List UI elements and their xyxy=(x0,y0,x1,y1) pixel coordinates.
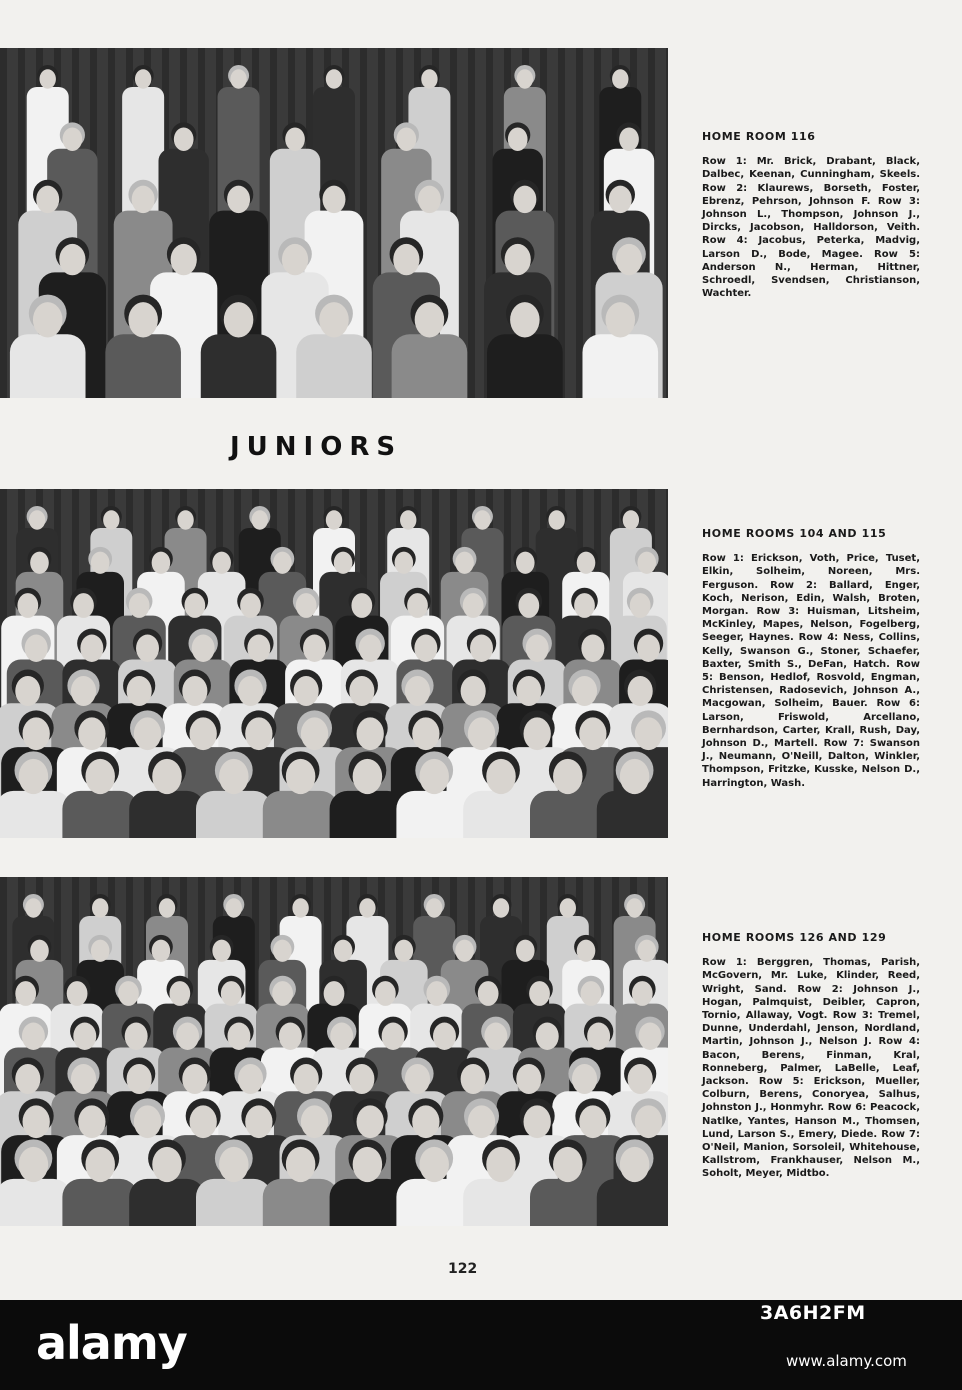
person-body xyxy=(10,334,86,398)
person-face xyxy=(25,898,41,918)
home-rooms-126-129-names: Row 1: Berggren, Thomas, Parish, McGovern, Mr. Luke, Klinder, Reed, Wright, Sand. Row 2: Johnson J., Hogan, Palmquist, Deibler, Capron, Tornio, Allaway, Vogt. Row 3: Tremel, Dunne, Underdahl, Jenson, Nordland, Martin, Johnson J., Nelson J. Row 4: Bacon, Berens, Finman, Kral, Ronneberg, Palmer, LaBelle, Leaf, Jackson. Row 5: Erickson, Mueller, Colburn, Berens, Conoryea, Salhus, Johnston J., Honmyhr. Row 6: Peacock, Natlke, Yantes, Hanson M., Thomsen, Lund, Larson S., Emery, Diede. Row 7: O'Neil, Manion, Sorsoleil, Whitehouse, Kallstrom, Frankhauser, Nelson M., Soholt, Meyer, Midtbo. xyxy=(702,957,920,1180)
person-body xyxy=(330,1179,406,1226)
group-photo-home-rooms-126-129 xyxy=(0,877,668,1226)
person-face xyxy=(294,676,319,706)
person-face xyxy=(415,302,445,337)
person-face xyxy=(282,244,308,275)
photo-drawing xyxy=(0,489,668,838)
person-face xyxy=(129,593,150,618)
page-title: JUNIORS xyxy=(230,432,403,462)
person-face xyxy=(419,1147,449,1182)
person-face xyxy=(395,940,414,962)
group-photo-home-room-116 xyxy=(0,48,668,398)
alamy-logo: alamy xyxy=(36,1316,187,1370)
person-face xyxy=(612,69,628,89)
person-face xyxy=(463,593,484,618)
person-body xyxy=(0,1179,71,1226)
person-face xyxy=(22,1023,45,1050)
person-face xyxy=(400,510,416,530)
person-face xyxy=(63,127,83,151)
person-face xyxy=(395,552,414,574)
person-face xyxy=(632,981,653,1006)
person-face xyxy=(127,1064,152,1094)
person-face xyxy=(323,186,346,213)
person-face xyxy=(219,759,249,794)
person-face xyxy=(23,717,50,750)
person-face xyxy=(414,635,437,662)
home-room-116-heading: HOME ROOM 116 xyxy=(702,130,816,143)
person-face xyxy=(127,676,152,706)
person-face xyxy=(334,552,353,574)
person-face xyxy=(15,676,40,706)
curtain-fold xyxy=(666,48,668,398)
person-face xyxy=(15,1064,40,1094)
person-face xyxy=(252,510,268,530)
person-face xyxy=(353,759,383,794)
person-face xyxy=(470,635,493,662)
person-face xyxy=(19,759,49,794)
person-face xyxy=(25,635,48,662)
person-face xyxy=(405,1064,430,1094)
person-face xyxy=(134,1105,161,1138)
person-face xyxy=(190,717,217,750)
person-body xyxy=(582,334,658,398)
person-face xyxy=(227,1023,250,1050)
person-face xyxy=(461,1064,486,1094)
person-face xyxy=(455,552,474,574)
person-face xyxy=(279,1023,302,1050)
person-face xyxy=(486,759,516,794)
person-face xyxy=(30,552,49,574)
person-face xyxy=(219,1147,249,1182)
person-face xyxy=(73,593,94,618)
person-face xyxy=(553,1147,583,1182)
home-rooms-104-115-names: Row 1: Erickson, Voth, Price, Tuset, Elkin, Solheim, Noreen, Mrs. Ferguson. Row 2: Ballard, Enger, Koch, Nerison, Edin, Walsh, Broten, Morgan. Row 3: Huisman, Litsheim, McKinley, Mapes, Nelson, Fogelberg, Seeger, Haynes. Row 4: Ness, Collins, Kelly, Swanson G., Stoner, Schaefer, Baxter, Smith S., DeFan, Hatch. Row 5: Benson, Hedlof, Rosvold, Engman, Christensen, Radosevich, Johnson A., Macgowan, Solheim, Bauer. Row 6: Larson, Friswold, Arcellano, Bernhardson, Carter, Krall, Rush, Day, Johnson D., Martell. Row 7: Swanson J., Neumann, O'Neill, Dalton, Winkler, Thompson, Fritzke, Kusske, Nelson D., Harrington, Wash. xyxy=(702,553,920,789)
person-body xyxy=(396,1179,472,1226)
person-face xyxy=(152,1147,182,1182)
curtain-fold xyxy=(0,48,7,398)
person-face xyxy=(635,1105,662,1138)
person-face xyxy=(80,635,103,662)
person-face xyxy=(135,69,151,89)
person-face xyxy=(176,1023,199,1050)
person-face xyxy=(132,186,155,213)
person-face xyxy=(177,510,193,530)
person-face xyxy=(637,635,660,662)
person-face xyxy=(78,1105,105,1138)
person-face xyxy=(296,593,317,618)
person-face xyxy=(574,593,595,618)
person-face xyxy=(334,940,353,962)
person-face xyxy=(40,69,56,89)
person-face xyxy=(19,1147,49,1182)
person-face xyxy=(419,759,449,794)
person-face xyxy=(516,940,535,962)
curtain-fold xyxy=(468,48,475,398)
person-face xyxy=(286,1147,316,1182)
person-face xyxy=(630,593,651,618)
person-body xyxy=(62,1179,138,1226)
person-face xyxy=(412,717,439,750)
person-face xyxy=(587,1023,610,1050)
person-body xyxy=(487,334,563,398)
person-face xyxy=(382,1023,405,1050)
person-body xyxy=(263,1179,339,1226)
person-face xyxy=(397,127,417,151)
person-face xyxy=(85,1147,115,1182)
person-face xyxy=(505,244,531,275)
person-face xyxy=(609,186,632,213)
person-face xyxy=(637,940,656,962)
person-face xyxy=(405,676,430,706)
person-face xyxy=(349,676,374,706)
person-face xyxy=(128,302,158,337)
person-face xyxy=(639,1023,662,1050)
person-face xyxy=(192,635,215,662)
person-face xyxy=(619,127,639,151)
person-face xyxy=(91,552,110,574)
person-face xyxy=(421,69,437,89)
home-rooms-126-129-caption xyxy=(702,931,920,1181)
person-face xyxy=(478,981,499,1006)
person-face xyxy=(628,676,653,706)
person-face xyxy=(553,759,583,794)
person-face xyxy=(91,940,110,962)
person-face xyxy=(190,1105,217,1138)
person-face xyxy=(455,940,474,962)
person-body xyxy=(201,334,277,398)
person-face xyxy=(17,593,38,618)
person-face xyxy=(152,552,171,574)
person-face xyxy=(581,635,604,662)
person-face xyxy=(357,717,384,750)
person-body xyxy=(105,334,181,398)
person-face xyxy=(516,552,535,574)
person-face xyxy=(517,69,533,89)
person-face xyxy=(418,186,441,213)
person-face xyxy=(516,1064,541,1094)
person-face xyxy=(15,981,36,1006)
curtain-fold xyxy=(576,48,583,398)
photo-drawing xyxy=(0,877,668,1226)
person-face xyxy=(182,676,207,706)
person-body xyxy=(392,334,468,398)
person-face xyxy=(73,1023,96,1050)
person-face xyxy=(245,1105,272,1138)
person-face xyxy=(247,635,270,662)
image-id: 3A6H2FM xyxy=(760,1302,866,1324)
person-face xyxy=(560,898,576,918)
person-face xyxy=(468,1105,495,1138)
person-face xyxy=(474,510,490,530)
person-face xyxy=(67,981,88,1006)
photo-drawing xyxy=(0,48,668,398)
person-face xyxy=(349,1064,374,1094)
person-body xyxy=(263,791,339,838)
person-face xyxy=(508,127,528,151)
home-room-116-caption xyxy=(702,130,920,300)
person-face xyxy=(59,244,85,275)
person-face xyxy=(635,717,662,750)
person-body xyxy=(463,1179,539,1226)
person-body xyxy=(396,791,472,838)
person-face xyxy=(227,186,250,213)
person-face xyxy=(620,1147,650,1182)
person-body xyxy=(196,791,272,838)
person-face xyxy=(324,981,345,1006)
person-face xyxy=(426,898,442,918)
home-rooms-126-129-heading: HOME ROOMS 126 AND 129 xyxy=(702,931,887,944)
person-body xyxy=(597,1179,668,1226)
person-face xyxy=(510,302,540,337)
person-face xyxy=(152,759,182,794)
person-face xyxy=(92,898,108,918)
person-face xyxy=(529,981,550,1006)
person-face xyxy=(351,593,372,618)
person-face xyxy=(426,981,447,1006)
person-face xyxy=(152,940,171,962)
person-face xyxy=(294,1064,319,1094)
person-face xyxy=(407,593,428,618)
person-face xyxy=(357,1105,384,1138)
person-face xyxy=(286,759,316,794)
person-face xyxy=(171,244,197,275)
person-face xyxy=(212,552,231,574)
person-face xyxy=(292,898,308,918)
person-face xyxy=(230,69,246,89)
person-face xyxy=(71,676,96,706)
person-face xyxy=(159,898,175,918)
person-face xyxy=(548,510,564,530)
page-number: 122 xyxy=(448,1261,478,1277)
person-face xyxy=(606,302,636,337)
person-face xyxy=(36,186,59,213)
person-face xyxy=(238,1064,263,1094)
person-face xyxy=(238,676,263,706)
person-face xyxy=(125,1023,148,1050)
person-face xyxy=(486,1147,516,1182)
person-face xyxy=(30,940,49,962)
person-face xyxy=(579,717,606,750)
person-face xyxy=(516,676,541,706)
person-face xyxy=(468,717,495,750)
person-face xyxy=(169,981,190,1006)
person-body xyxy=(530,791,606,838)
person-face xyxy=(524,1105,551,1138)
person-face xyxy=(221,981,242,1006)
person-face xyxy=(623,510,639,530)
person-face xyxy=(359,635,382,662)
person-face xyxy=(23,1105,50,1138)
person-face xyxy=(375,981,396,1006)
person-face xyxy=(616,244,642,275)
person-face xyxy=(134,717,161,750)
person-face xyxy=(628,1064,653,1094)
person-body xyxy=(296,334,372,398)
person-face xyxy=(303,635,326,662)
home-rooms-104-115-heading: HOME ROOMS 104 AND 115 xyxy=(702,527,887,540)
person-face xyxy=(184,593,205,618)
person-face xyxy=(513,186,536,213)
person-face xyxy=(273,552,292,574)
person-face xyxy=(78,717,105,750)
person-face xyxy=(637,552,656,574)
person-face xyxy=(326,510,342,530)
person-face xyxy=(353,1147,383,1182)
group-photo-home-rooms-104-115 xyxy=(0,489,668,838)
person-face xyxy=(461,676,486,706)
person-face xyxy=(272,981,293,1006)
person-face xyxy=(526,635,549,662)
person-face xyxy=(240,593,261,618)
person-face xyxy=(85,759,115,794)
person-face xyxy=(136,635,159,662)
person-face xyxy=(174,127,194,151)
person-body xyxy=(530,1179,606,1226)
person-face xyxy=(182,1064,207,1094)
person-face xyxy=(118,981,139,1006)
person-body xyxy=(129,1179,205,1226)
person-face xyxy=(224,302,254,337)
person-face xyxy=(620,759,650,794)
person-face xyxy=(273,940,292,962)
person-face xyxy=(226,898,242,918)
person-face xyxy=(572,1064,597,1094)
person-face xyxy=(572,676,597,706)
person-face xyxy=(245,717,272,750)
person-face xyxy=(581,981,602,1006)
person-body xyxy=(129,791,205,838)
person-face xyxy=(484,1023,507,1050)
person-body xyxy=(597,791,668,838)
person-face xyxy=(301,717,328,750)
person-face xyxy=(330,1023,353,1050)
person-face xyxy=(536,1023,559,1050)
person-body xyxy=(196,1179,272,1226)
person-face xyxy=(71,1064,96,1094)
person-face xyxy=(359,898,375,918)
person-face xyxy=(433,1023,456,1050)
home-rooms-104-115-caption xyxy=(702,527,920,790)
person-body xyxy=(330,791,406,838)
person-body xyxy=(62,791,138,838)
site-url: www.alamy.com xyxy=(786,1352,907,1370)
person-face xyxy=(524,717,551,750)
person-face xyxy=(301,1105,328,1138)
person-face xyxy=(285,127,305,151)
person-face xyxy=(326,69,342,89)
home-room-116-names: Row 1: Mr. Brick, Drabant, Black, Dalbec, Keenan, Cunningham, Skeels. Row 2: Klaurews, Borseth, Foster, Ebrenz, Pehrson, Johnson F. Row 3: Johnson L., Thompson, Johnson J., Dircks, Jacobson, Halldorson, Veith. Row 4: Jacobus, Peterka, Madvig, Larson D., Bode, Magee. Row 5: Anderson N., Herman, Hittner, Schroedl, Svendsen, Christianson, Wachter. xyxy=(702,156,920,300)
person-body xyxy=(463,791,539,838)
person-face xyxy=(33,302,63,337)
person-face xyxy=(412,1105,439,1138)
person-face xyxy=(103,510,119,530)
person-face xyxy=(626,898,642,918)
person-face xyxy=(577,940,596,962)
person-body xyxy=(0,791,71,838)
person-face xyxy=(493,898,509,918)
person-face xyxy=(319,302,349,337)
person-face xyxy=(212,940,231,962)
person-face xyxy=(579,1105,606,1138)
person-face xyxy=(577,552,596,574)
person-face xyxy=(393,244,419,275)
person-face xyxy=(518,593,539,618)
person-face xyxy=(29,510,45,530)
